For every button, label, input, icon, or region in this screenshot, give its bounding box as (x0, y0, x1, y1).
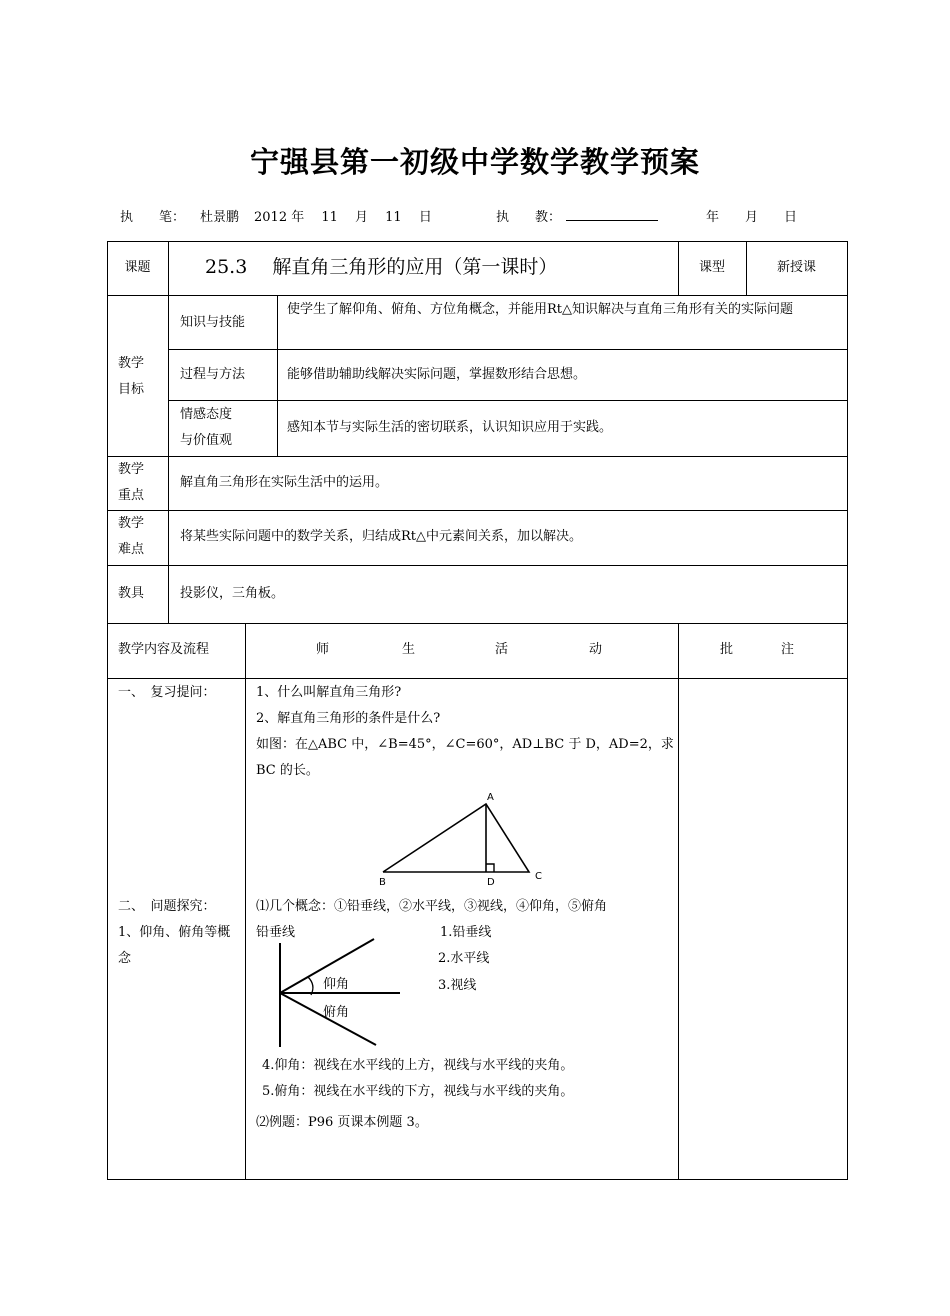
keypoint-label-2: 重点 (118, 488, 145, 503)
example-line-1: 如图：在△ABC 中，∠B=45°，∠C=60°，AD⊥BC 于 D，AD=2，求 (256, 737, 674, 752)
section-explore-sub-1: 1、仰角、俯角等概 (118, 925, 231, 940)
section-review: 一、 复习提问： (118, 685, 216, 700)
header-student: 生 (402, 642, 416, 657)
tools-text: 投影仪，三角板。 (180, 586, 285, 601)
difficulty-label-1: 教学 (118, 516, 145, 531)
depression-angle-label: 俯角 (323, 1005, 350, 1020)
keypoint-label-1: 教学 (118, 462, 145, 477)
list-item-1: 1.铅垂线 (440, 925, 492, 940)
list-item-2: 2.水平线 (438, 951, 490, 966)
elevation-angle-label: 仰角 (323, 977, 350, 992)
content-flow-header: 教学内容及流程 (118, 642, 210, 657)
type-label: 课型 (698, 260, 725, 275)
list-item-3: 3.视线 (438, 978, 477, 993)
topic-label: 课题 (124, 260, 151, 275)
header-activity: 活 (495, 642, 509, 657)
objectives-label-2: 目标 (118, 382, 145, 397)
objective-emotion-label-1: 情感态度 (180, 407, 233, 422)
section-explore-sub-2: 念 (118, 951, 132, 966)
question-1: 1、什么叫解直角三角形? (256, 685, 402, 700)
type-value: 新授课 (776, 260, 816, 275)
example-line-2: BC 的长。 (256, 763, 319, 778)
tools-label: 教具 (118, 586, 145, 601)
author-date: 2012 年 11 月 11 日 (254, 210, 432, 225)
objective-knowledge-label: 知识与技能 (180, 315, 246, 330)
topic-value: 25.3 解直角三角形的应用（第一课时） (205, 256, 558, 278)
objective-process-label: 过程与方法 (180, 367, 246, 382)
difficulty-label-2: 难点 (118, 542, 145, 557)
teach-date: 年 月 日 (706, 210, 798, 225)
teacher-label: 执 教： (496, 210, 562, 225)
triangle-diagram (370, 788, 550, 888)
header-teacher: 师 (316, 642, 330, 657)
objective-emotion-text: 感知本节与实际生活的密切联系，认识知识应用于实践。 (287, 420, 613, 435)
objectives-label-1: 教学 (118, 356, 145, 371)
vertical-line-label: 铅垂线 (256, 925, 296, 940)
header-pi: 批 (720, 642, 734, 657)
definition-elevation: 4.仰角：视线在水平线的上方，视线与水平线的夹角。 (262, 1058, 574, 1073)
question-2: 2、解直角三角形的条件是什么? (256, 711, 441, 726)
header-zhu: 注 (781, 642, 795, 657)
teacher-field (566, 206, 658, 221)
objective-knowledge-text: 使学生了解仰角、俯角、方位角概念，并能用Rt△知识解决与直角三角形有关的实际问题 (287, 302, 794, 317)
keypoint-text: 解直角三角形在实际生活中的运用。 (180, 475, 389, 490)
example-2: ⑵例题：P96 页课本例题 3。 (256, 1115, 428, 1130)
concepts-intro: ⑴几个概念：①铅垂线，②水平线，③视线，④仰角，⑤俯角 (256, 899, 608, 914)
author-name: 杜景鹏 (200, 210, 240, 225)
difficulty-text: 将某些实际问题中的数学关系，归结成Rt△中元素间关系，加以解决。 (180, 529, 583, 544)
header-move: 动 (589, 642, 603, 657)
triangle-label-c: C (535, 871, 542, 882)
triangle-label-d: D (487, 877, 495, 888)
section-explore: 二、 问题探究： (118, 899, 216, 914)
objective-emotion-label-2: 与价值观 (180, 433, 233, 448)
objective-process-text: 能够借助辅助线解决实际问题，掌握数形结合思想。 (287, 367, 587, 382)
author-label: 执 笔： (120, 210, 186, 225)
page-title: 宁强县第一初级中学数学教学预案 (249, 145, 700, 179)
triangle-label-a: A (487, 792, 494, 803)
definition-depression: 5.俯角：视线在水平线的下方，视线与水平线的夹角。 (262, 1084, 574, 1099)
triangle-label-b: B (379, 877, 386, 888)
